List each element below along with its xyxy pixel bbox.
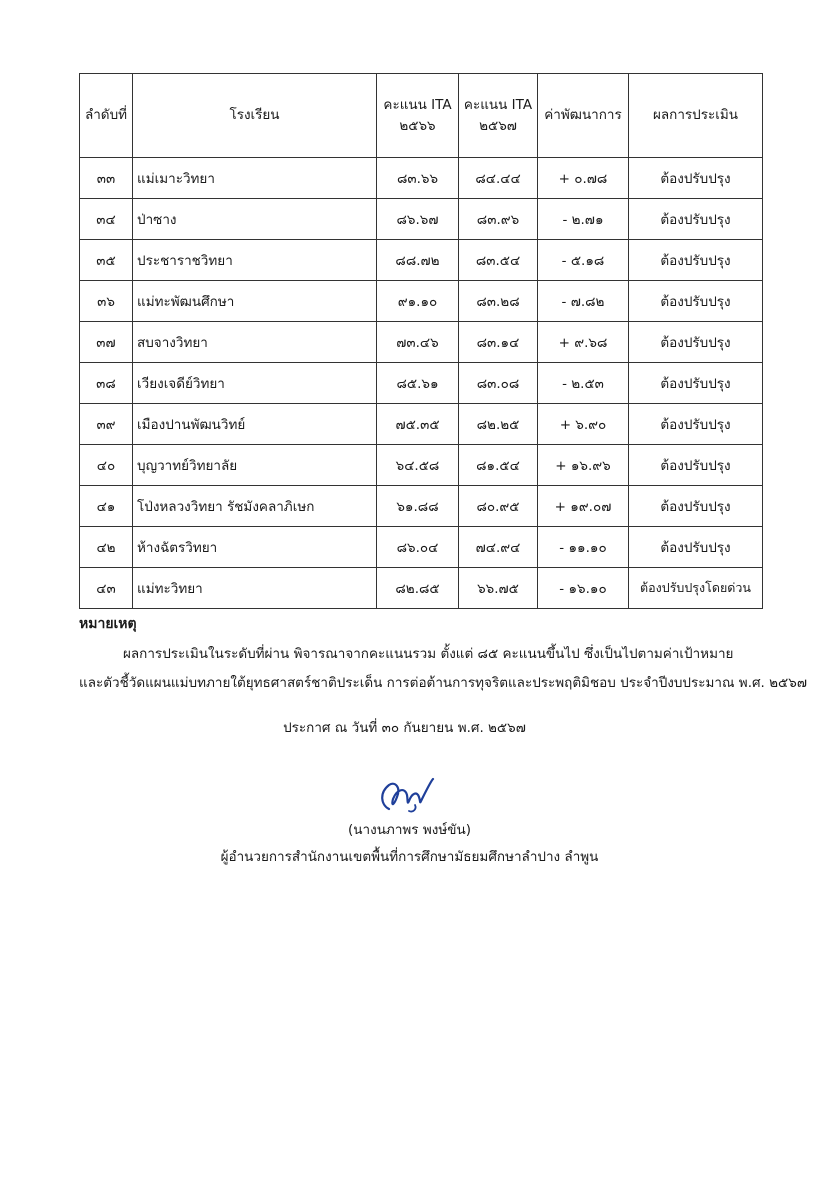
table-row	[80, 527, 763, 568]
signer-name: (นางนภาพร พงษ์ขัน)	[348, 822, 471, 838]
cell-school: โป่งหลวงวิทยา รัชมังคลาภิเษก	[133, 486, 377, 527]
cell-development: + ๐.๗๘	[538, 158, 629, 199]
header-result: ผลการประเมิน	[629, 74, 763, 158]
table-row	[80, 322, 763, 363]
ita-results-table	[79, 73, 763, 609]
cell-development: - ๑๑.๑๐	[538, 527, 629, 568]
table-row	[80, 363, 763, 404]
cell-ita-2566: ๖๔.๕๘	[377, 445, 459, 486]
signature-image	[375, 775, 441, 815]
cell-no: ๓๙	[80, 404, 133, 445]
note-line-2: และตัวชี้วัดแผนแม่บทภายใต้ยุทธศาสตร์ชาติประเด็น การต่อต้านการทุจริตและประพฤติมิชอบ ประจำปีงบประมาณ พ.ศ. ๒๕๖๗	[79, 675, 807, 691]
table-row	[80, 486, 763, 527]
cell-ita-2567: ๘๓.๐๘	[459, 363, 538, 404]
cell-ita-2567: ๘๒.๒๕	[459, 404, 538, 445]
cell-result: ต้องปรับปรุง	[629, 404, 763, 445]
cell-school: เวียงเจดีย์วิทยา	[133, 363, 377, 404]
table-row	[80, 404, 763, 445]
signer-title: ผู้อำนวยการสำนักงานเขตพื้นที่การศึกษามัธยมศึกษาลำปาง ลำพูน	[220, 849, 599, 865]
cell-ita-2567: ๘๓.๕๔	[459, 240, 538, 281]
cell-result: ต้องปรับปรุง	[629, 363, 763, 404]
header-ita-2566: คะแนน ITA ๒๕๖๖	[377, 74, 459, 158]
cell-school: ประชาราชวิทยา	[133, 240, 377, 281]
cell-development: - ๗.๘๒	[538, 281, 629, 322]
cell-no: ๓๕	[80, 240, 133, 281]
cell-ita-2566: ๗๓.๔๖	[377, 322, 459, 363]
cell-no: ๓๖	[80, 281, 133, 322]
cell-development: - ๑๖.๑๐	[538, 568, 629, 609]
cell-ita-2567: ๖๖.๗๕	[459, 568, 538, 609]
table-header-row	[80, 74, 763, 158]
cell-ita-2567: ๘๐.๙๕	[459, 486, 538, 527]
cell-no: ๓๔	[80, 199, 133, 240]
note-title: หมายเหตุ	[79, 616, 137, 632]
table-row	[80, 445, 763, 486]
cell-result: ต้องปรับปรุง	[629, 240, 763, 281]
cell-ita-2566: ๘๓.๖๖	[377, 158, 459, 199]
cell-ita-2567: ๘๓.๒๘	[459, 281, 538, 322]
cell-no: ๔๐	[80, 445, 133, 486]
cell-school: แม่ทะพัฒนศึกษา	[133, 281, 377, 322]
header-no: ลำดับที่	[80, 74, 133, 158]
cell-school: แม่ทะวิทยา	[133, 568, 377, 609]
note-body	[79, 640, 807, 698]
cell-no: ๓๗	[80, 322, 133, 363]
header-development: ค่าพัฒนาการ	[538, 74, 629, 158]
table-row	[80, 568, 763, 609]
note-line-1: ผลการประเมินในระดับที่ผ่าน พิจารณาจากคะแนนรวม ตั้งแต่ ๘๕ คะแนนขึ้นไป ซึ่งเป็นไปตามค่าเป้าหมาย	[123, 646, 734, 662]
header-school: โรงเรียน	[133, 74, 377, 158]
cell-no: ๔๒	[80, 527, 133, 568]
table-row	[80, 199, 763, 240]
cell-school: เมืองปานพัฒนวิทย์	[133, 404, 377, 445]
cell-development: + ๑๖.๙๖	[538, 445, 629, 486]
cell-school: บุญวาทย์วิทยาลัย	[133, 445, 377, 486]
header-ita-2567: คะแนน ITA ๒๕๖๗	[459, 74, 538, 158]
cell-result: ต้องปรับปรุง	[629, 527, 763, 568]
cell-school: แม่เมาะวิทยา	[133, 158, 377, 199]
cell-result: ต้องปรับปรุง	[629, 158, 763, 199]
cell-ita-2566: ๘๖.๐๔	[377, 527, 459, 568]
cell-result: ต้องปรับปรุง	[629, 445, 763, 486]
table-row	[80, 158, 763, 199]
cell-development: + ๑๙.๐๗	[538, 486, 629, 527]
table-row	[80, 281, 763, 322]
cell-ita-2567: ๗๔.๙๔	[459, 527, 538, 568]
cell-school: ป่าซาง	[133, 199, 377, 240]
cell-result: ต้องปรับปรุง	[629, 486, 763, 527]
cell-development: - ๕.๑๘	[538, 240, 629, 281]
cell-development: - ๒.๗๑	[538, 199, 629, 240]
cell-ita-2567: ๘๑.๕๔	[459, 445, 538, 486]
cell-no: ๔๓	[80, 568, 133, 609]
table-row	[80, 240, 763, 281]
cell-result: ต้องปรับปรุง	[629, 322, 763, 363]
cell-ita-2566: ๘๒.๘๕	[377, 568, 459, 609]
cell-result: ต้องปรับปรุง	[629, 281, 763, 322]
cell-development: + ๖.๙๐	[538, 404, 629, 445]
cell-no: ๓๓	[80, 158, 133, 199]
cell-no: ๔๑	[80, 486, 133, 527]
cell-development: - ๒.๕๓	[538, 363, 629, 404]
cell-result: ต้องปรับปรุง	[629, 199, 763, 240]
cell-ita-2566: ๘๕.๖๑	[377, 363, 459, 404]
cell-ita-2566: ๙๑.๑๐	[377, 281, 459, 322]
cell-ita-2566: ๗๕.๓๕	[377, 404, 459, 445]
cell-no: ๓๘	[80, 363, 133, 404]
cell-ita-2566: ๘๘.๗๒	[377, 240, 459, 281]
cell-development: + ๙.๖๘	[538, 322, 629, 363]
cell-ita-2567: ๘๔.๔๔	[459, 158, 538, 199]
cell-ita-2567: ๘๓.๙๖	[459, 199, 538, 240]
cell-result: ต้องปรับปรุงโดยด่วน	[629, 568, 763, 609]
cell-ita-2567: ๘๓.๑๔	[459, 322, 538, 363]
cell-school: สบจางวิทยา	[133, 322, 377, 363]
announcement-date: ประกาศ ณ วันที่ ๓๐ กันยายน พ.ศ. ๒๕๖๗	[283, 720, 526, 736]
cell-ita-2566: ๖๑.๘๘	[377, 486, 459, 527]
cell-school: ห้างฉัตรวิทยา	[133, 527, 377, 568]
cell-ita-2566: ๘๖.๖๗	[377, 199, 459, 240]
